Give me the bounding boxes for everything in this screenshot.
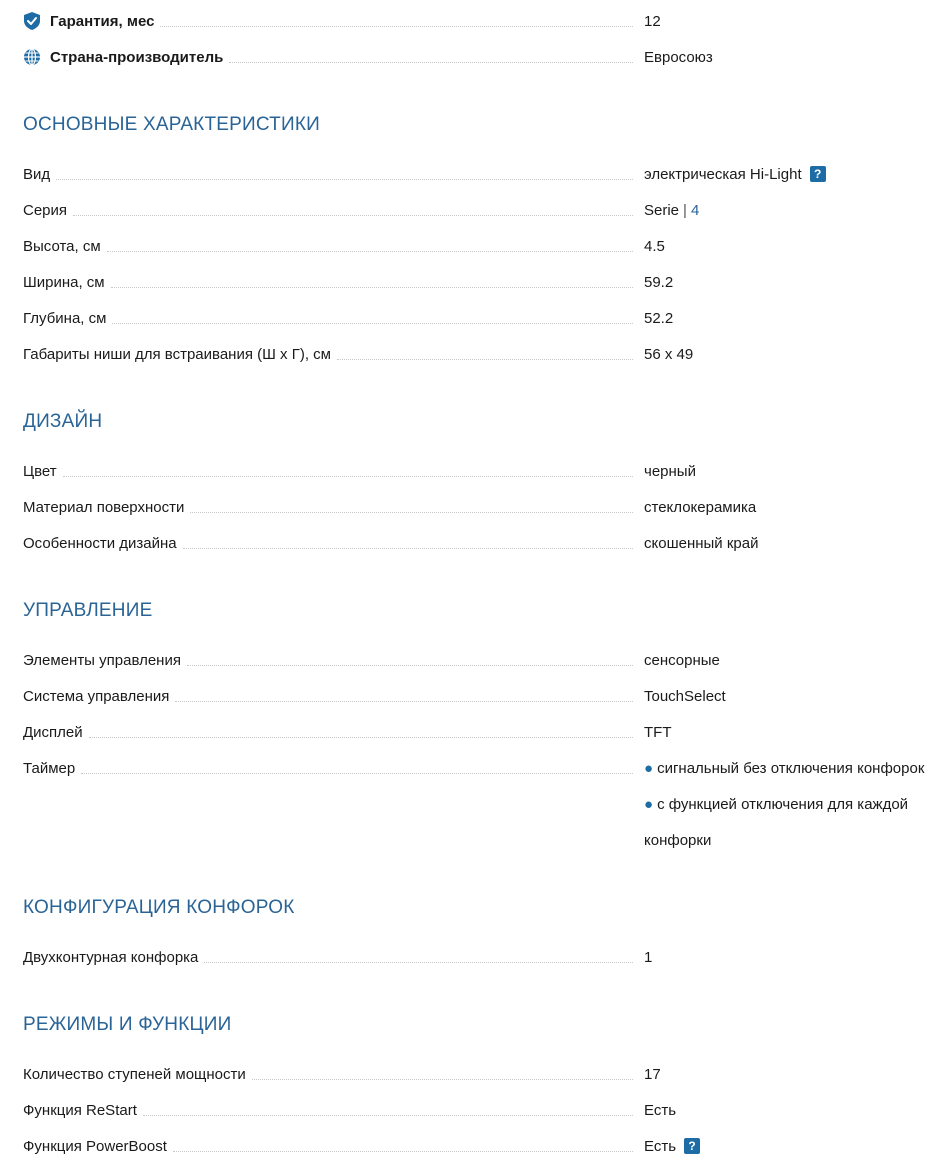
bullet-text: с функцией отключения для каждой	[657, 795, 909, 813]
spec-value-wrap	[644, 156, 826, 192]
spec-label: Страна-производитель	[50, 48, 224, 66]
spec-label: Дисплей	[23, 724, 89, 741]
spec-label: Функция ReStart	[23, 1102, 143, 1119]
globe-icon	[23, 48, 41, 66]
spec-value: 59.2	[644, 273, 674, 291]
spec-label: Таймер	[23, 760, 81, 777]
spec-label: Цвет	[23, 463, 63, 480]
section-title-modes: РЕЖИМЫ И ФУНКЦИИ	[23, 1014, 232, 1035]
series-number: 4	[690, 201, 700, 219]
spec-value-wrap	[644, 1128, 700, 1164]
spec-value: черный	[644, 462, 696, 480]
spec-value: электрическая Hi-Light	[644, 165, 802, 183]
leader-dots	[175, 701, 633, 702]
leader-dots	[81, 773, 633, 774]
spec-value: Евросоюз	[644, 48, 713, 66]
leader-dots	[107, 251, 633, 252]
spec-value: TFT	[644, 723, 672, 741]
bullet-icon: ●	[644, 795, 654, 813]
leader-dots	[56, 179, 633, 180]
spec-label: Ширина, см	[23, 274, 111, 291]
spec-label: Материал поверхности	[23, 499, 190, 516]
series-separator: |	[683, 201, 687, 219]
leader-dots	[143, 1115, 633, 1116]
leader-dots	[183, 548, 633, 549]
spec-label: Элементы управления	[23, 652, 187, 669]
spec-row	[23, 714, 950, 750]
spec-row	[23, 678, 950, 714]
spec-label: Гарантия, мес	[50, 12, 155, 30]
spec-row	[23, 453, 950, 489]
spec-value: стеклокерамика	[644, 498, 757, 516]
help-icon[interactable]: ?	[810, 166, 826, 182]
spec-label: Количество ступеней мощности	[23, 1066, 252, 1083]
spec-label: Высота, см	[23, 238, 107, 255]
spec-label: Особенности дизайна	[23, 535, 183, 552]
help-icon[interactable]: ?	[684, 1138, 700, 1154]
leader-dots	[73, 215, 633, 216]
spec-row	[23, 192, 950, 228]
spec-value: 1	[644, 948, 653, 966]
leader-dots	[187, 665, 633, 666]
spec-row	[23, 1128, 950, 1164]
spec-row	[23, 525, 950, 561]
spec-label-wrap	[23, 39, 633, 75]
leader-dots	[252, 1079, 633, 1080]
spec-label: Система управления	[23, 688, 175, 705]
spec-label: Габариты ниши для встраивания (Ш x Г), см	[23, 346, 337, 363]
spec-value: сенсорные	[644, 651, 720, 669]
spec-row	[23, 1056, 950, 1092]
leader-dots	[89, 737, 633, 738]
spec-value-wrap	[644, 192, 699, 228]
leader-dots	[111, 287, 633, 288]
bullet-item	[644, 750, 924, 786]
spec-label: Функция PowerBoost	[23, 1138, 173, 1155]
spec-row	[23, 336, 950, 372]
spec-value: Есть	[644, 1101, 677, 1119]
leader-dots	[63, 476, 633, 477]
bullet-text: сигнальный без отключения конфорок	[657, 759, 925, 777]
spec-row-warranty	[23, 3, 950, 39]
spec-row	[23, 264, 950, 300]
shield-check-icon	[23, 12, 41, 30]
bullet-continuation	[644, 822, 711, 858]
spec-row	[23, 300, 950, 336]
bullet-item	[644, 786, 908, 822]
leader-dots	[173, 1151, 633, 1152]
section-title-control: УПРАВЛЕНИЕ	[23, 600, 153, 621]
spec-value: TouchSelect	[644, 687, 726, 705]
section-title-design: ДИЗАЙН	[23, 411, 103, 432]
bullet-icon: ●	[644, 759, 654, 777]
spec-row	[23, 228, 950, 264]
spec-label-wrap	[23, 3, 633, 39]
spec-row	[23, 642, 950, 678]
spec-row	[23, 489, 950, 525]
spec-row	[23, 1092, 950, 1128]
spec-label: Серия	[23, 202, 73, 219]
leader-dots	[204, 962, 633, 963]
spec-value: 56 x 49	[644, 345, 694, 363]
spec-value: 52.2	[644, 309, 674, 327]
leader-dots	[160, 26, 633, 27]
bullet-text: конфорки	[644, 831, 712, 849]
leader-dots	[229, 62, 633, 63]
spec-label: Вид	[23, 166, 56, 183]
spec-row-country	[23, 39, 950, 75]
spec-label: Двухконтурная конфорка	[23, 949, 204, 966]
leader-dots	[337, 359, 633, 360]
leader-dots	[112, 323, 633, 324]
spec-value: 4.5	[644, 237, 665, 255]
spec-row	[23, 939, 950, 975]
section-title-main: ОСНОВНЫЕ ХАРАКТЕРИСТИКИ	[23, 114, 320, 135]
leader-dots	[190, 512, 633, 513]
section-title-burners: КОНФИГУРАЦИЯ КОНФОРОК	[23, 897, 295, 918]
spec-value: 17	[644, 1065, 661, 1083]
series-name: Serie	[644, 201, 680, 219]
spec-value: Есть	[644, 1137, 677, 1155]
spec-label: Глубина, см	[23, 310, 112, 327]
spec-row	[23, 156, 950, 192]
spec-value: скошенный край	[644, 534, 759, 552]
spec-value: 12	[644, 12, 661, 30]
